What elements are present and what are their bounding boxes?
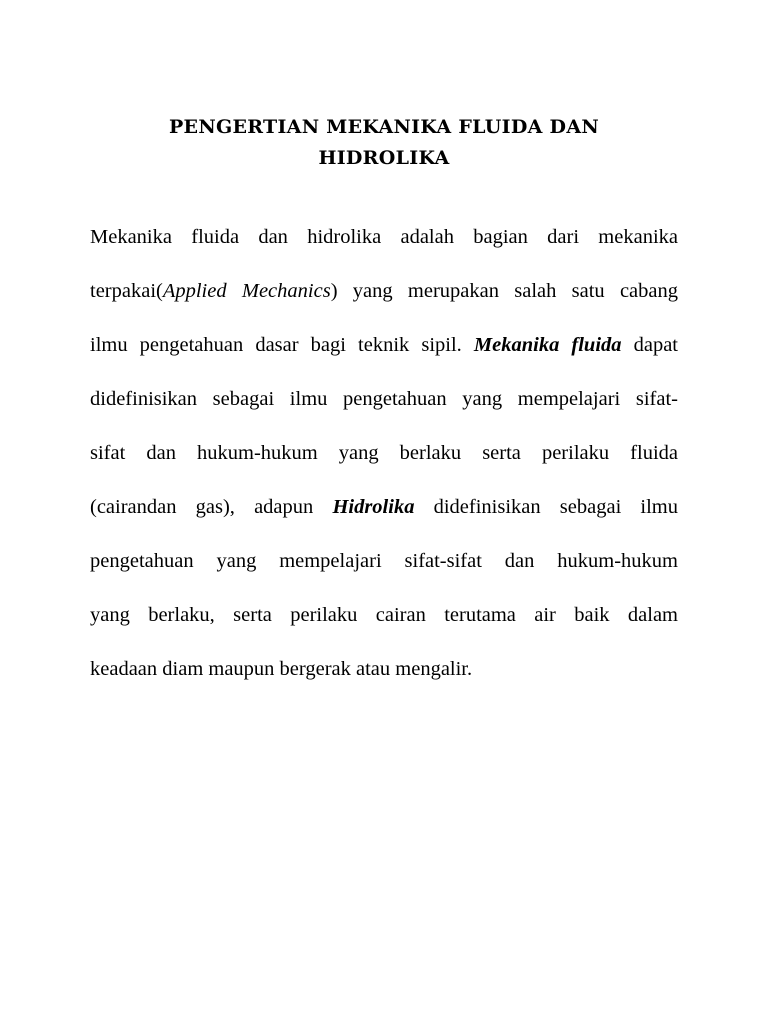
text-run: ) yang merupakan salah satu cabang xyxy=(330,280,679,302)
text-run: keadaan diam maupun bergerak atau mengalir. xyxy=(90,658,473,680)
text-run: dapat xyxy=(621,334,678,356)
text-run: didefinisikan sebagai ilmu xyxy=(414,496,678,518)
paragraph-line-2 xyxy=(90,264,678,318)
text-run: pengetahuan yang mempelajari sifat-sifat dan hukum-hukum xyxy=(90,550,678,572)
paragraph-line-4 xyxy=(90,372,678,426)
paragraph-line-7 xyxy=(90,534,678,588)
bold-italic-term-hidrolika: Hidrolika xyxy=(332,496,415,518)
text-run: Mekanika fluida dan hidrolika adalah bagian dari mekanika xyxy=(90,226,678,248)
bold-italic-term-mekanika-fluida: Mekanika fluida xyxy=(473,334,622,356)
body-paragraph xyxy=(90,210,678,696)
text-run: ilmu pengetahuan dasar bagi teknik sipil. xyxy=(90,334,474,356)
text-run: yang berlaku, serta perilaku cairan terutama air baik dalam xyxy=(90,604,678,626)
text-run: didefinisikan sebagai ilmu pengetahuan yang mempelajari sifat- xyxy=(90,388,678,410)
paragraph-line-1 xyxy=(90,210,678,264)
text-run: (cairandan gas), adapun xyxy=(90,496,333,518)
paragraph-line-8 xyxy=(90,588,678,642)
text-run: sifat dan hukum-hukum yang berlaku serta perilaku fluida xyxy=(90,442,678,464)
paragraph-line-3 xyxy=(90,318,678,372)
title-line-1: PENGERTIAN MEKANIKA FLUIDA DAN xyxy=(168,116,600,138)
paragraph-line-6 xyxy=(90,480,678,534)
page-title xyxy=(90,112,678,174)
text-run: terpakai( xyxy=(90,280,163,302)
paragraph-line-9 xyxy=(90,642,678,696)
paragraph-line-5 xyxy=(90,426,678,480)
italic-term-applied-mechanics: Applied Mechanics xyxy=(162,280,331,302)
title-line-2: HIDROLIKA xyxy=(318,147,450,169)
